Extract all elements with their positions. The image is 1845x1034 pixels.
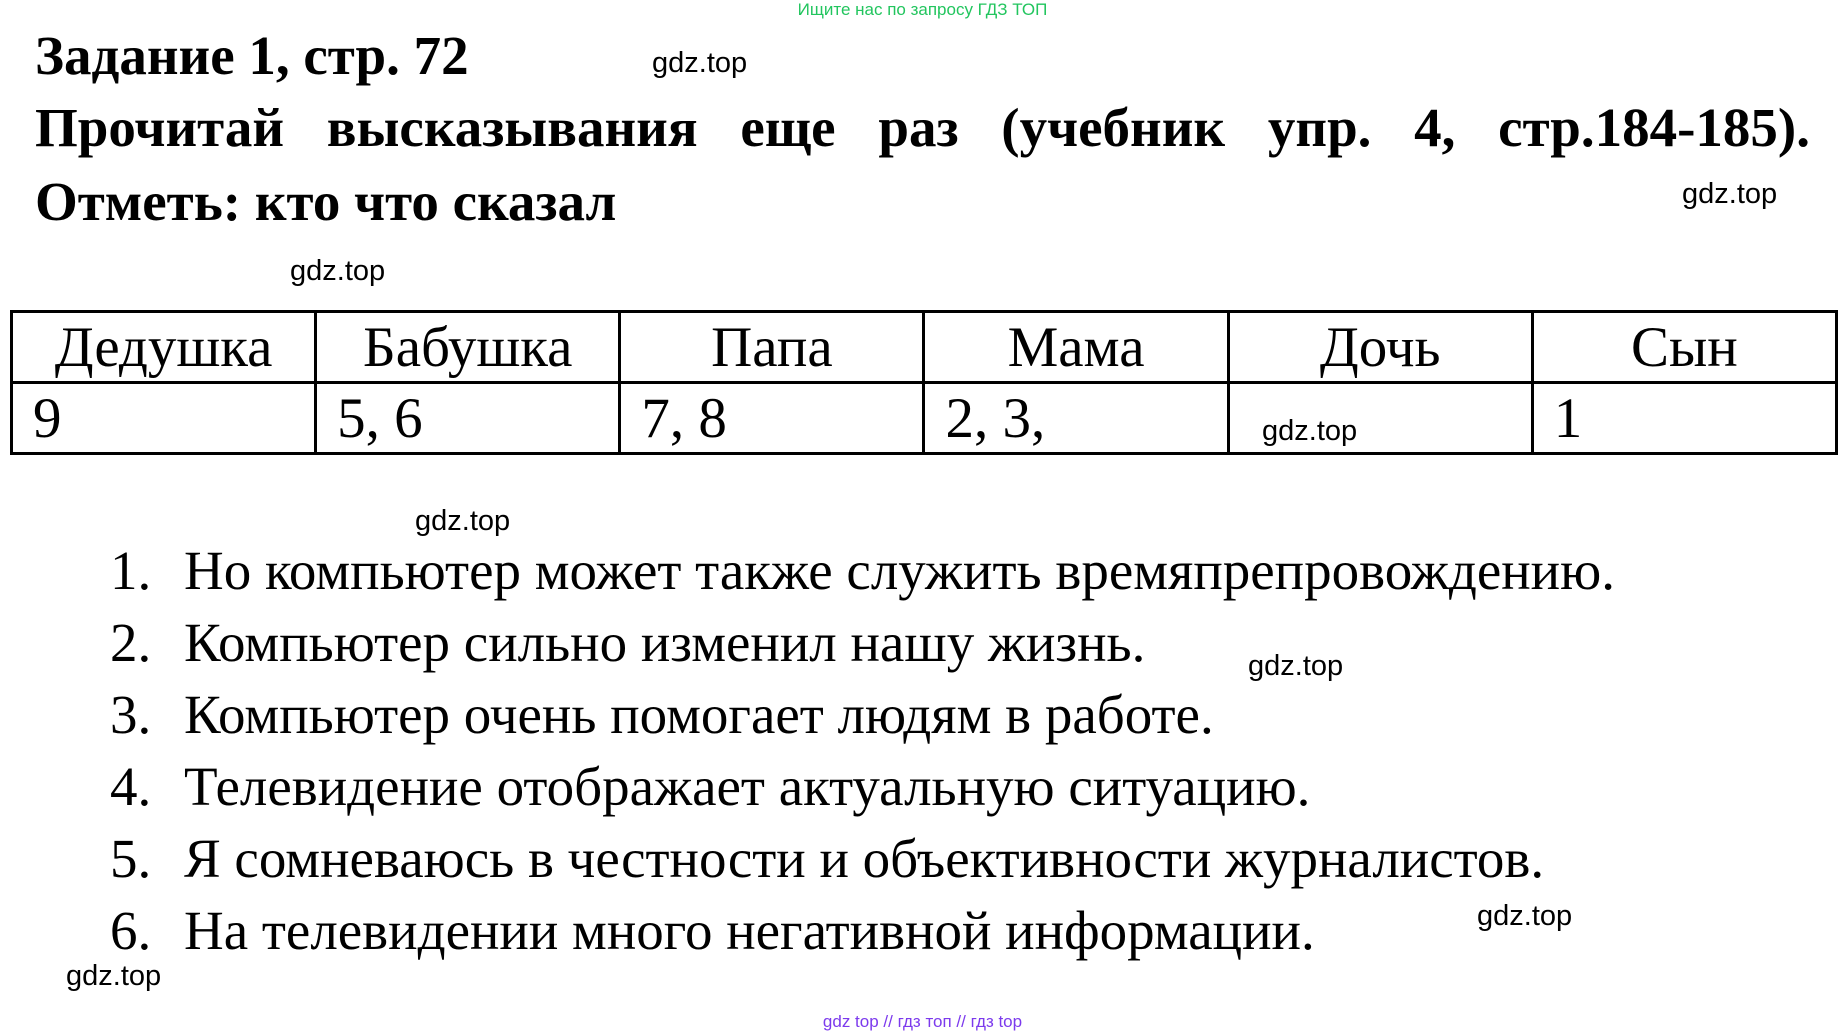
watermark: gdz.top	[652, 47, 748, 79]
statement-number: 1.	[110, 540, 152, 601]
table-cell: 9	[12, 383, 316, 454]
top-promo-note: Ищите нас по запросу ГДЗ ТОП	[797, 0, 1048, 19]
bottom-promo-note: gdz top // гдз топ // гдз top	[822, 1012, 1023, 1031]
watermark: gdz.top	[290, 255, 386, 287]
list-item	[110, 895, 1615, 967]
watermark: gdz.top	[1262, 415, 1358, 447]
statement-text: Компьютер сильно изменил нашу жизнь.	[184, 612, 1146, 673]
table-header-cell: Дедушка	[12, 312, 316, 383]
table-cell: 1	[1532, 383, 1836, 454]
table-header-cell: Бабушка	[316, 312, 620, 383]
table-header-cell: Папа	[620, 312, 924, 383]
watermark: gdz.top	[1477, 900, 1573, 932]
list-item	[110, 607, 1615, 679]
statement-text: Я сомневаюсь в честности и объективности журналистов.	[184, 828, 1545, 889]
list-item	[110, 679, 1615, 751]
task-instruction: Прочитай высказывания еще раз (учебник упр. 4, стр.184-185).	[35, 97, 1810, 158]
watermark: gdz.top	[415, 505, 511, 537]
list-item	[110, 535, 1615, 607]
table-cell: 2, 3,	[924, 383, 1228, 454]
table-row	[12, 383, 1837, 454]
answer-table	[10, 310, 1838, 455]
statement-text: Компьютер очень помогает людям в работе.	[184, 684, 1214, 745]
table-header-cell: Мама	[924, 312, 1228, 383]
statement-text: На телевидении много негативной информации.	[184, 900, 1315, 961]
table-cell: 5, 6	[316, 383, 620, 454]
table-header-cell: Сын	[1532, 312, 1836, 383]
list-item	[110, 751, 1615, 823]
table-cell: 7, 8	[620, 383, 924, 454]
watermark: gdz.top	[1682, 178, 1778, 210]
table-cell	[1228, 383, 1532, 454]
statement-text: Но компьютер может также служить времяпрепровождению.	[184, 540, 1615, 601]
statement-number: 3.	[110, 684, 152, 745]
statement-list	[110, 535, 1615, 967]
statement-number: 6.	[110, 900, 152, 961]
statement-number: 2.	[110, 612, 152, 673]
list-item	[110, 823, 1615, 895]
watermark: gdz.top	[1248, 650, 1344, 682]
table-header-cell: Дочь	[1228, 312, 1532, 383]
task-instruction-continued: Отметь: кто что сказал	[35, 171, 617, 232]
statement-number: 5.	[110, 828, 152, 889]
task-title: Задание 1, стр. 72	[35, 25, 469, 86]
watermark: gdz.top	[66, 960, 162, 992]
table-header-row	[12, 312, 1837, 383]
statement-number: 4.	[110, 756, 152, 817]
statement-text: Телевидение отображает актуальную ситуацию.	[184, 756, 1311, 817]
